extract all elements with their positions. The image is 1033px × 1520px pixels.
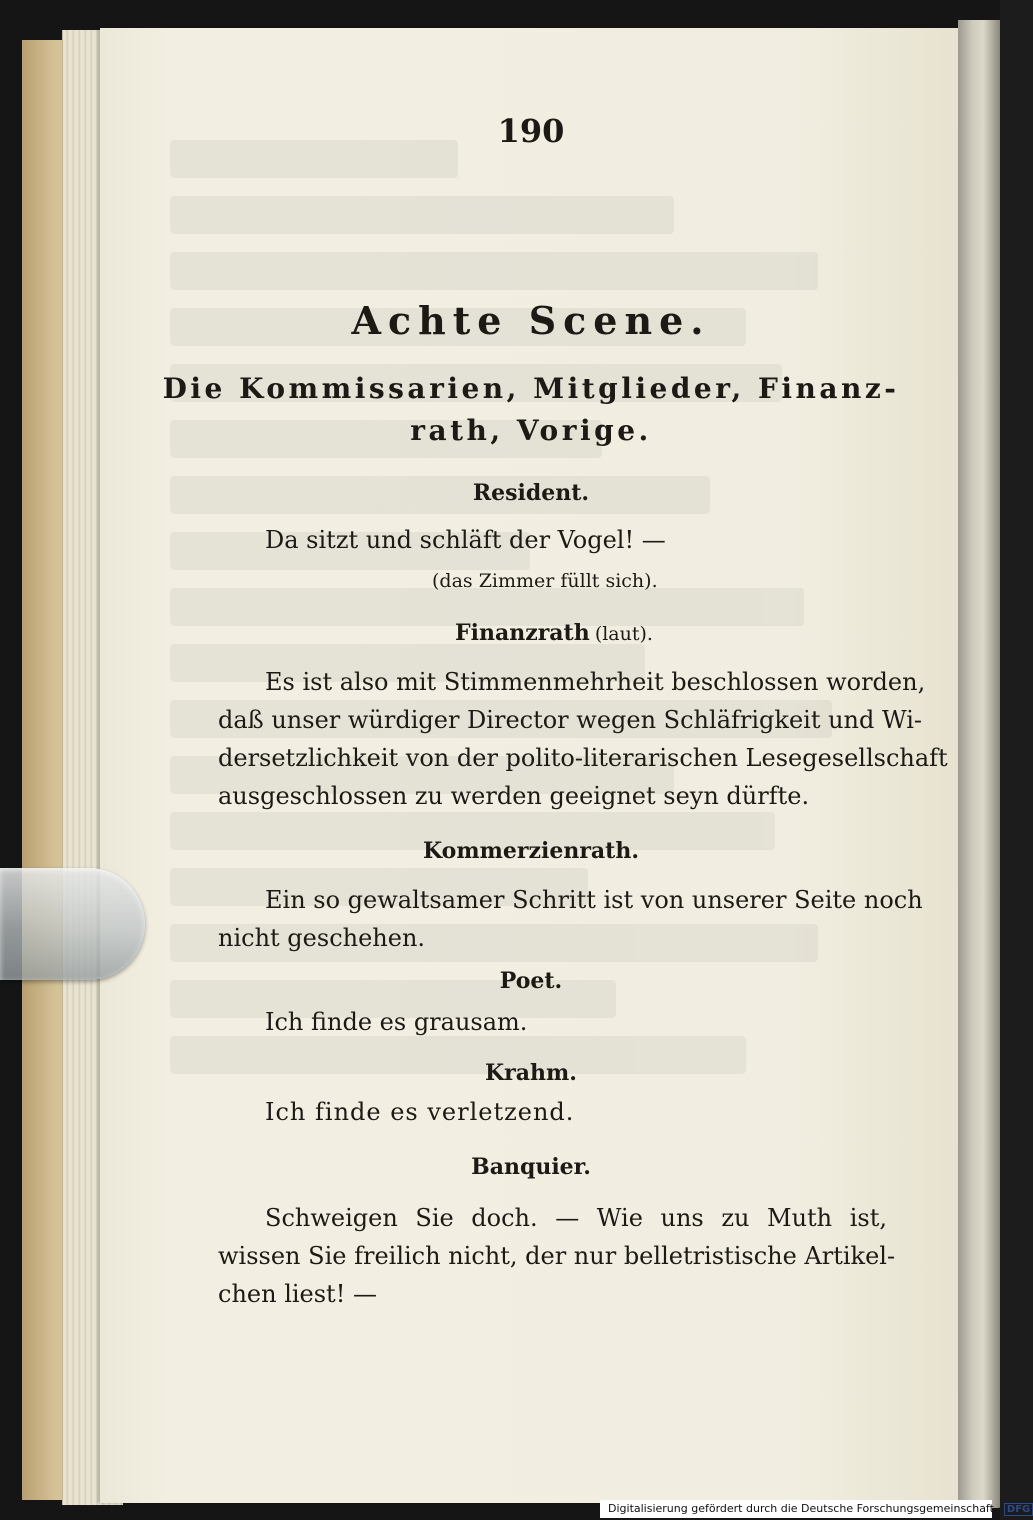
cast-list-line-2: rath, Vorige.: [410, 414, 652, 447]
speaker-banquier: Banquier.: [471, 1154, 591, 1180]
speech-line: Ich finde es grausam.: [265, 1008, 528, 1036]
digitization-credit: [600, 1500, 1031, 1518]
speech-line: daß unser würdiger Director wegen Schläfrigkeit und Wi-: [218, 706, 923, 734]
scene-title: Achte Scene.: [351, 298, 711, 343]
speaker-finanzrath: [455, 620, 653, 646]
speech-line: nicht geschehen.: [218, 924, 426, 952]
speech-line: chen liest! —: [218, 1280, 377, 1308]
speech-line: ausgeschlossen zu werden geeignet seyn dürfte.: [218, 782, 810, 810]
speech-line: Ein so gewaltsamer Schritt ist von unserer Seite noch: [265, 886, 923, 914]
cast-list-line-1: Die Kommissarien, Mitglieder, Finanz-: [162, 372, 900, 405]
speech-line: Ich finde es verletzend.: [265, 1098, 575, 1126]
page-clip: [0, 868, 145, 980]
stage-direction: (das Zimmer füllt sich).: [432, 570, 658, 592]
speaker-poet: Poet.: [499, 968, 563, 994]
speaker-name: Finanzrath: [455, 620, 590, 646]
speaker-kommerzienrath: Kommerzienrath.: [423, 838, 639, 864]
speaker-krahm: Krahm.: [485, 1060, 577, 1086]
speech-line: Es ist also mit Stimmenmehrheit beschlossen worden,: [265, 668, 926, 696]
speech-line: dersetzlichkeit von der polito-literarischen Lesegesellschaft: [218, 744, 948, 772]
credit-text: Digitalisierung gefördert durch die Deutsche Forschungsgemeinschaft ·: [608, 1502, 1001, 1515]
stage-direction: (laut).: [594, 623, 653, 645]
speaker-resident: Resident.: [472, 480, 590, 506]
dfg-logo-icon: DFG: [1004, 1503, 1033, 1516]
speech-line: Schweigen Sie doch. — Wie uns zu Muth ist,: [265, 1204, 887, 1232]
speech-line: wissen Sie freilich nicht, der nur belletristische Artikel-: [218, 1242, 896, 1270]
speech-line: Da sitzt und schläft der Vogel! —: [265, 526, 666, 554]
page-number: 190: [497, 112, 565, 150]
